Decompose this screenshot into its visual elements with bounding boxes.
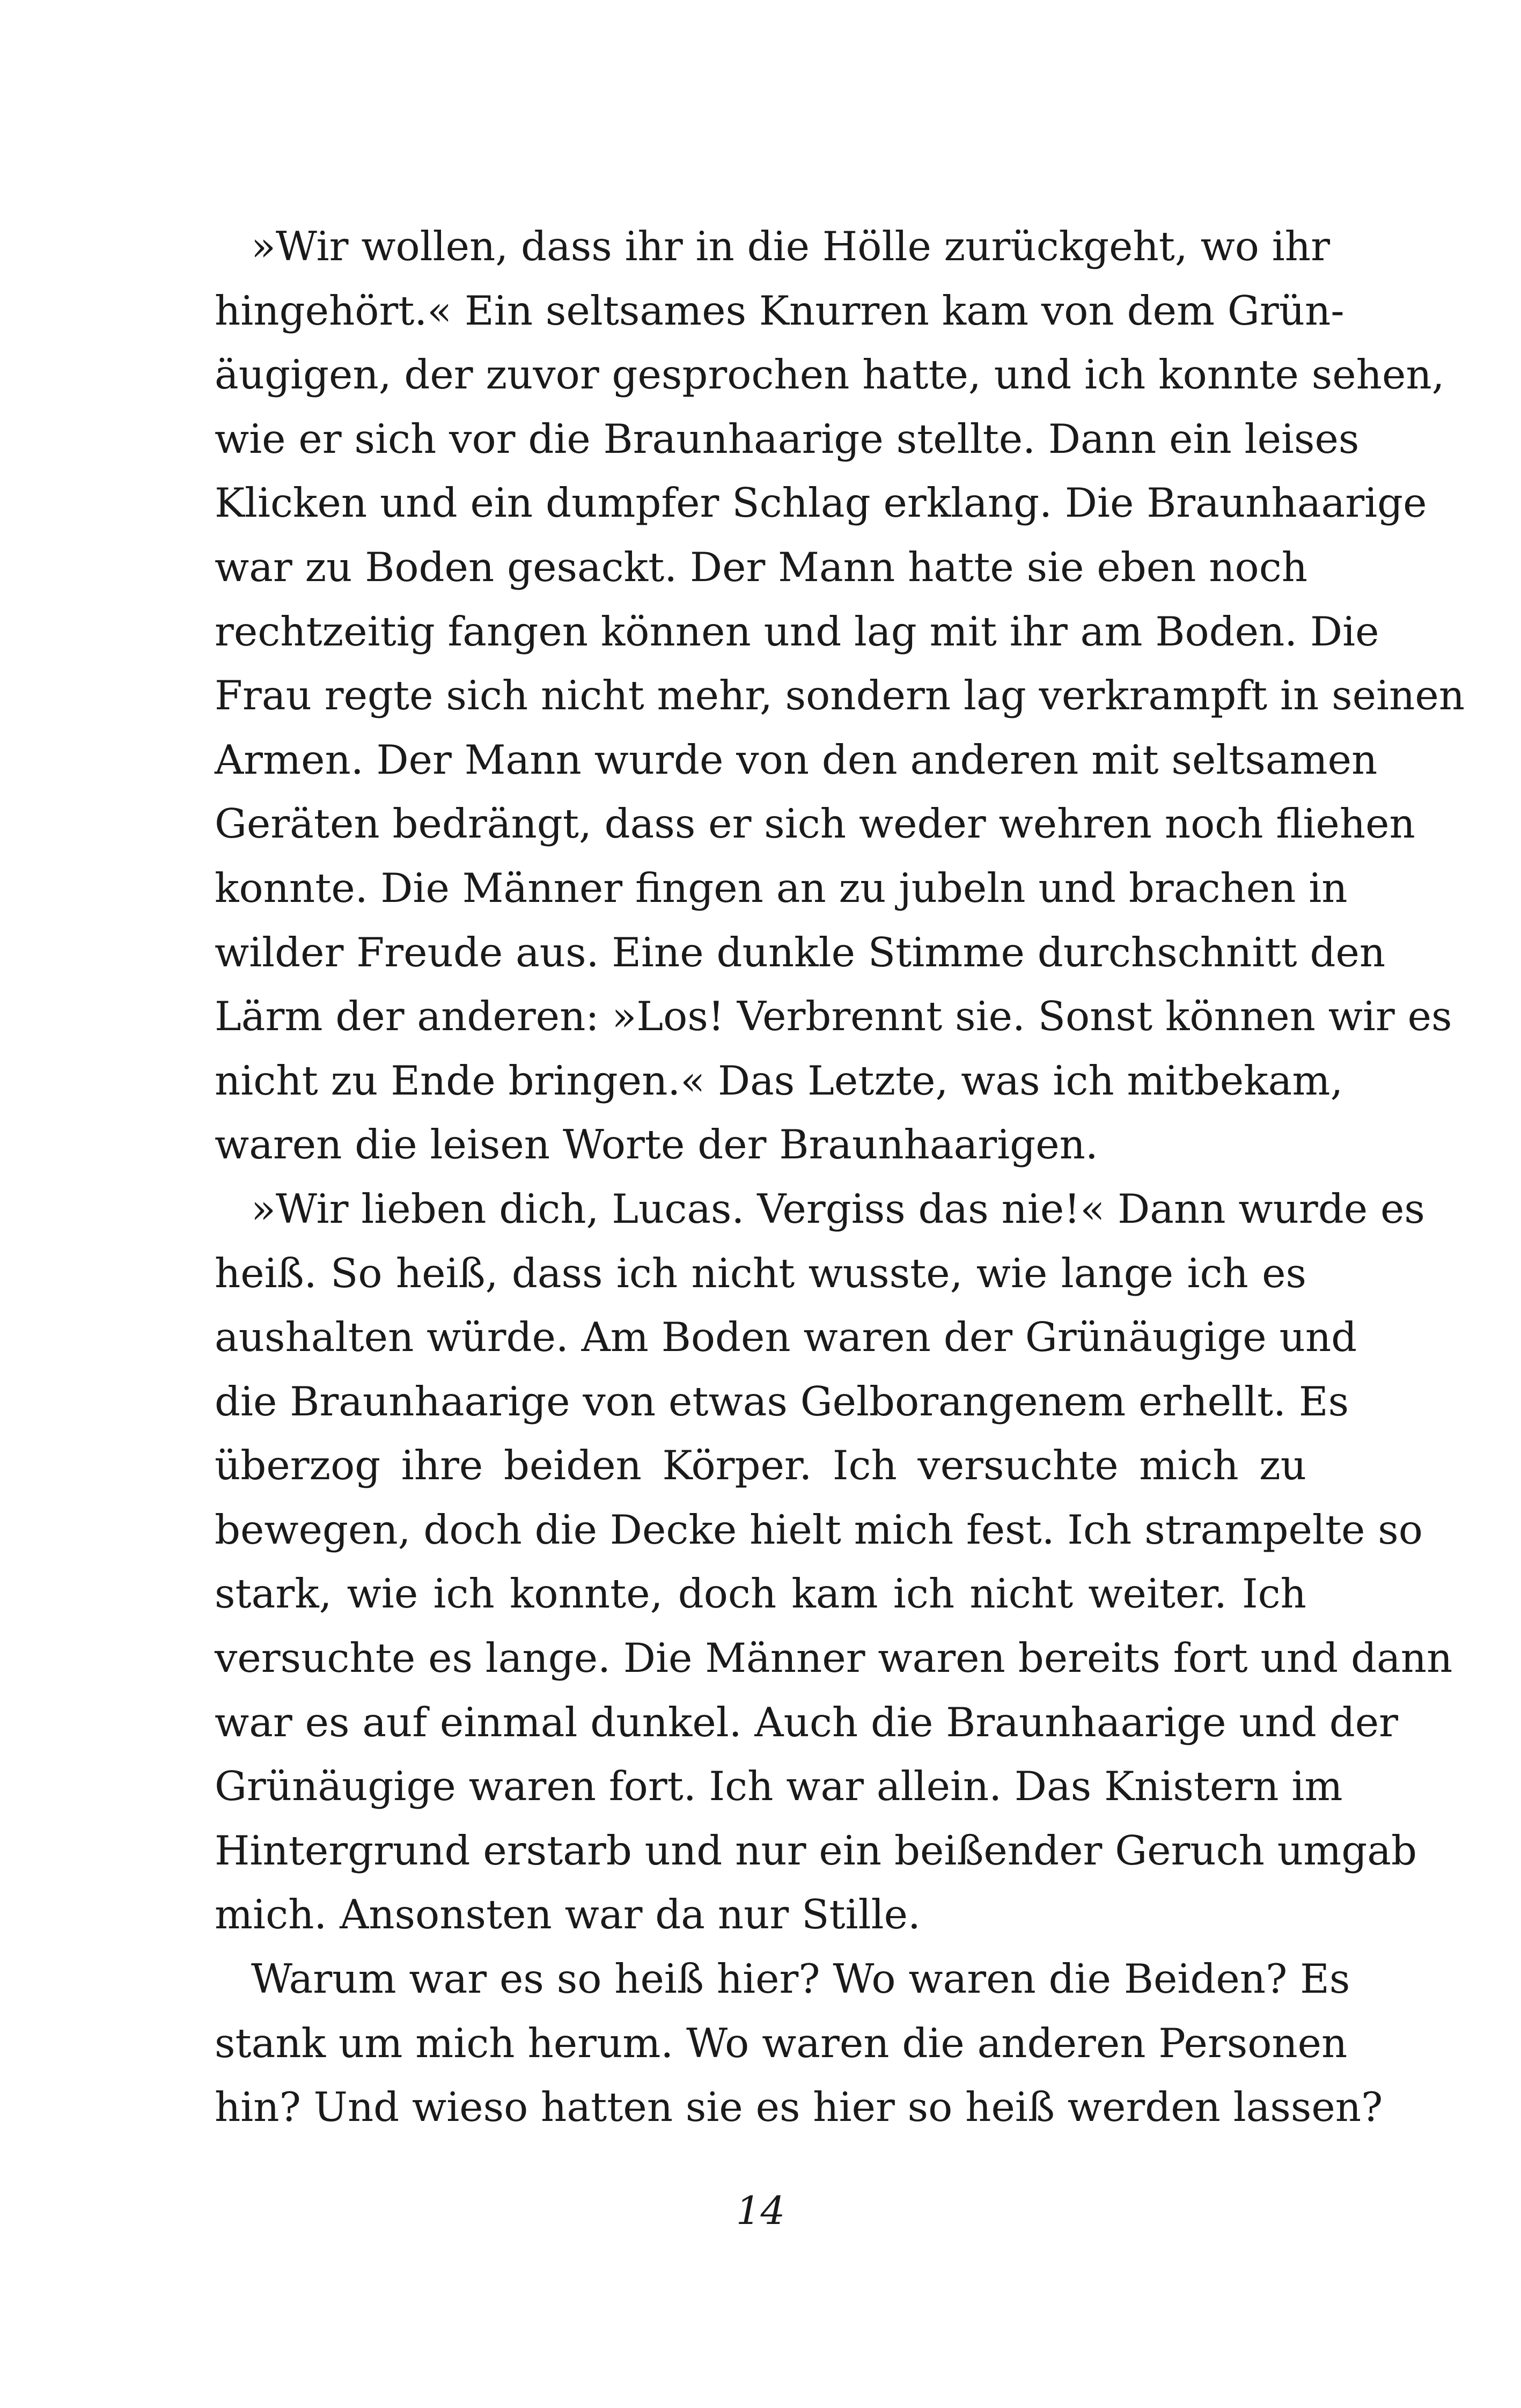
text-line: Grünäugige waren fort. Ich war allein. Das Knistern im <box>215 1763 1343 1810</box>
text-line: konnte. Die Männer fingen an zu jubeln und brachen in <box>215 864 1348 912</box>
text-line: Frau regte sich nicht mehr, sondern lag verkrampft in seinen <box>215 672 1465 720</box>
text-line: Geräten bedrängt, dass er sich weder wehren noch fliehen <box>215 800 1415 848</box>
text-line: aushalten würde. Am Boden waren der Grünäugige und <box>215 1313 1357 1361</box>
text-line: wilder Freude aus. Eine dunkle Stimme durchschnitt den <box>215 928 1386 976</box>
text-line: stank um mich herum. Wo waren die anderen Personen <box>215 2019 1348 2067</box>
text-line: stark, wie ich konnte, doch kam ich nicht weiter. Ich <box>215 1570 1306 1618</box>
text-line: war zu Boden gesackt. Der Mann hatte sie eben noch <box>215 543 1308 591</box>
text-line: überzog ihre beiden Körper. Ich versuchte mich zu <box>215 1442 1306 1489</box>
text-line: war es auf einmal dunkel. Auch die Braunhaarige und der <box>215 1698 1399 1746</box>
text-line: äugigen, der zuvor gesprochen hatte, und ich konnte sehen, <box>215 351 1445 399</box>
text-line: rechtzeitig fangen können und lag mit ihr am Boden. Die <box>215 607 1379 655</box>
text-line: waren die leisen Worte der Braunhaarigen. <box>215 1121 1098 1169</box>
text-line: Armen. Der Mann wurde von den anderen mit seltsamen <box>215 736 1378 783</box>
text-line: Klicken und ein dumpfer Schlag erklang. Die Braunhaarige <box>215 479 1427 527</box>
text-line: Warum war es so heiß hier? Wo waren die Beiden? Es <box>251 1955 1350 2003</box>
text-line: Hintergrund erstarb und nur ein beißender Geruch umgab <box>215 1826 1417 1874</box>
text-line: nicht zu Ende bringen.« Das Letzte, was ich mitbekam, <box>215 1056 1343 1104</box>
text-line: mich. Ansonsten war da nur Stille. <box>215 1891 921 1939</box>
text-line: bewegen, doch die Decke hielt mich fest. Ich strampelte so <box>215 1506 1423 1553</box>
text-line: Lärm der anderen: »Los! Verbrennt sie. Sonst können wir es <box>215 993 1452 1040</box>
text-line: versuchte es lange. Die Männer waren bereits fort und dann <box>215 1634 1453 1682</box>
body-text <box>215 215 1465 2140</box>
text-line: hin? Und wieso hatten sie es hier so heiß werden lassen? <box>215 2083 1383 2131</box>
text-line: hingehört.« Ein seltsames Knurren kam von dem Grün- <box>215 287 1344 334</box>
text-line: heiß. So heiß, dass ich nicht wusste, wie lange ich es <box>215 1249 1306 1297</box>
text-line: »Wir lieben dich, Lucas. Vergiss das nie!« Dann wurde es <box>251 1185 1425 1232</box>
text-line: wie er sich vor die Braunhaarige stellte. Dann ein leises <box>215 415 1360 462</box>
text-line: »Wir wollen, dass ihr in die Hölle zurückgeht, wo ihr <box>251 223 1330 270</box>
page-number: 14 <box>736 2188 785 2233</box>
text-line: die Braunhaarige von etwas Gelborangenem erhellt. Es <box>215 1377 1349 1425</box>
